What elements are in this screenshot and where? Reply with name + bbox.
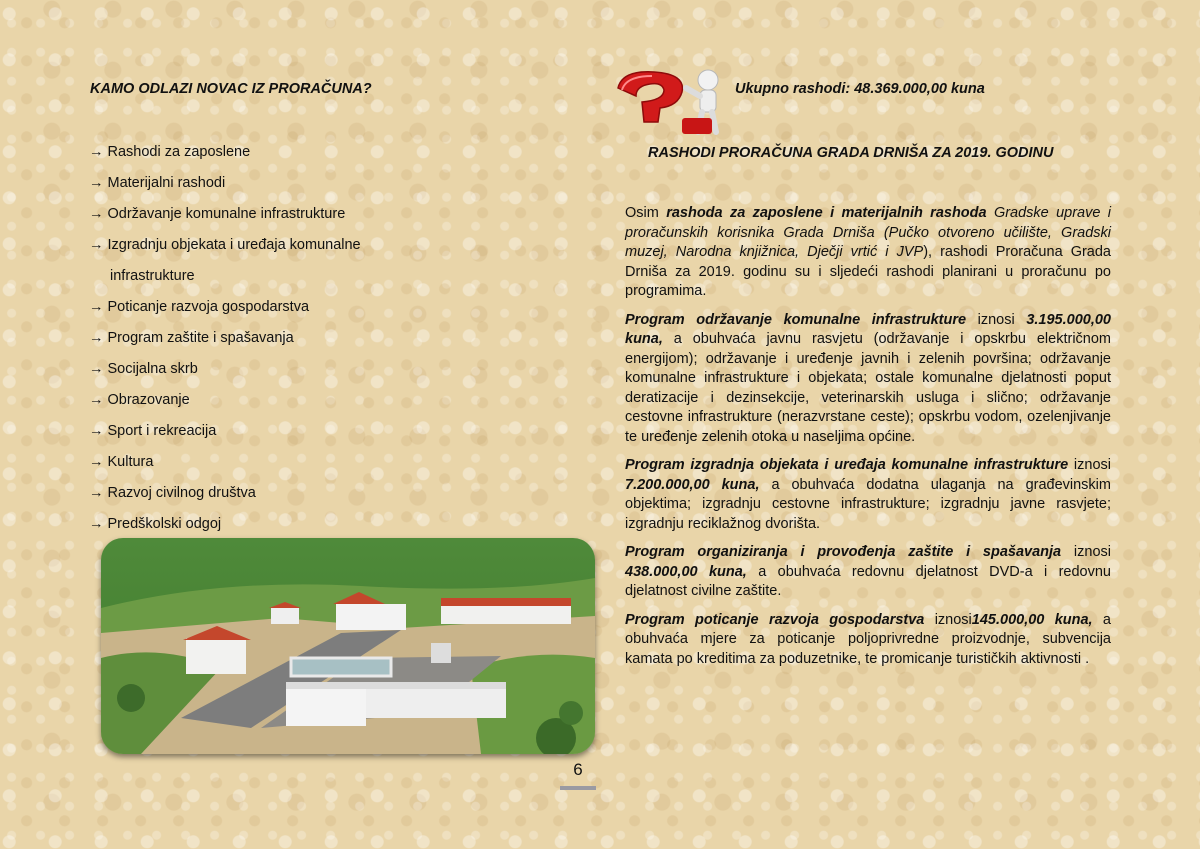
list-item-continuation: infrastrukture (110, 268, 195, 284)
page-number: 6 (573, 760, 583, 779)
arrow-icon: → (89, 454, 104, 470)
program-paragraph: Program izgradnja objekata i uređaja komunalne infrastrukture iznosi 7.200.000,00 kuna, a obuhvaća dodatna ulaganja na građevinskim objektima; izgradnju cestovne infrastrukture; izgradnju javne rasvjete; izgradnju reciklažnog dvorišta. (625, 457, 1111, 532)
arrow-icon: → (89, 392, 104, 408)
list-item: → Rashodi za zaposlene (89, 144, 251, 160)
page-number-underline (560, 786, 596, 790)
arrow-icon: → (89, 330, 104, 346)
arrow-icon: → (89, 299, 104, 315)
list-item: → Kultura (89, 454, 154, 470)
list-item: → Sport i rekreacija (89, 423, 217, 439)
arrow-icon: → (89, 485, 104, 501)
arrow-icon: → (89, 175, 104, 191)
intro-paragraph: Osim rashoda za zaposlene i materijalnih rashoda Gradske uprave i proračunskih korisnika Grada Drniša (Pučko otvoreno učilište, Gradski muzej, Narodna knjižnica, Dječji vrtić i JVP), rashodi Proračuna Grada Drniša za 2019. godinu su i sljedeći rashodi planirani u proračunu po programima. (625, 205, 1111, 299)
arrow-icon: → (89, 516, 104, 532)
list-item: → Održavanje komunalne infrastrukture (89, 206, 346, 222)
program-paragraph: Program organiziranja i provođenja zaštite i spašavanja iznosi 438.000,00 kuna, a obuhvaća redovnu djelatnost DVD-a i redovnu djelatnost civilne zaštite. (625, 544, 1111, 599)
arrow-icon: → (89, 423, 104, 439)
program-paragraph: Program održavanje komunalne infrastrukture iznosi 3.195.000,00 kuna, a obuhvaća javnu rasvjetu (održavanje i opskrbu električnom energijom); održavanje i uređenje javnih i zelenih površina; održavanje komunalne infrastrukture i objekata; ostale komunalne djelatnosti poput deratizacije i dezinsekcije, veterinarskih usluga i slično; održavanje cestovne infrastrukture (nerazvrstane ceste); opskrbu vodom, ozelenjivanje te uređenje zelenih otoka u naseljima općine. (625, 311, 1111, 445)
arrow-icon: → (89, 361, 104, 377)
list-item: → Program zaštite i spašavanja (89, 330, 294, 346)
list-item: → Socijalna skrb (89, 361, 198, 377)
expense-category-list (89, 140, 361, 543)
left-heading: KAMO ODLAZI NOVAC IZ PRORAČUNA? (90, 81, 372, 97)
article-body (625, 204, 1111, 678)
list-item: → Izgradnju objekata i uređaja komunalne (89, 237, 361, 253)
arrow-icon: → (89, 237, 104, 253)
page-title: RASHODI PRORAČUNA GRADA DRNIŠA ZA 2019. GODINU (648, 145, 1054, 161)
right-page (600, 0, 1200, 849)
total-expenses: Ukupno rashodi: 48.369.000,00 kuna (735, 81, 985, 97)
arrow-icon: → (89, 144, 104, 160)
program-paragraph: Program poticanje razvoja gospodarstva iznosi145.000,00 kuna, a obuhvaća mjere za poticanje poljoprivredne proizvodnje, subvencija kamata po kreditima za poduzetnike, te promicanje turističkih aktivnosti . (625, 611, 1111, 667)
list-item: → Poticanje razvoja gospodarstva (89, 299, 310, 315)
aerial-photo (101, 538, 595, 754)
list-item: → Razvoj civilnog društva (89, 485, 256, 501)
question-mark-figure-icon (612, 66, 730, 138)
arrow-icon: → (89, 206, 104, 222)
list-item: → Predškolski odgoj (89, 516, 222, 532)
list-item: → Obrazovanje (89, 392, 190, 408)
list-item: → Materijalni rashodi (89, 175, 226, 191)
